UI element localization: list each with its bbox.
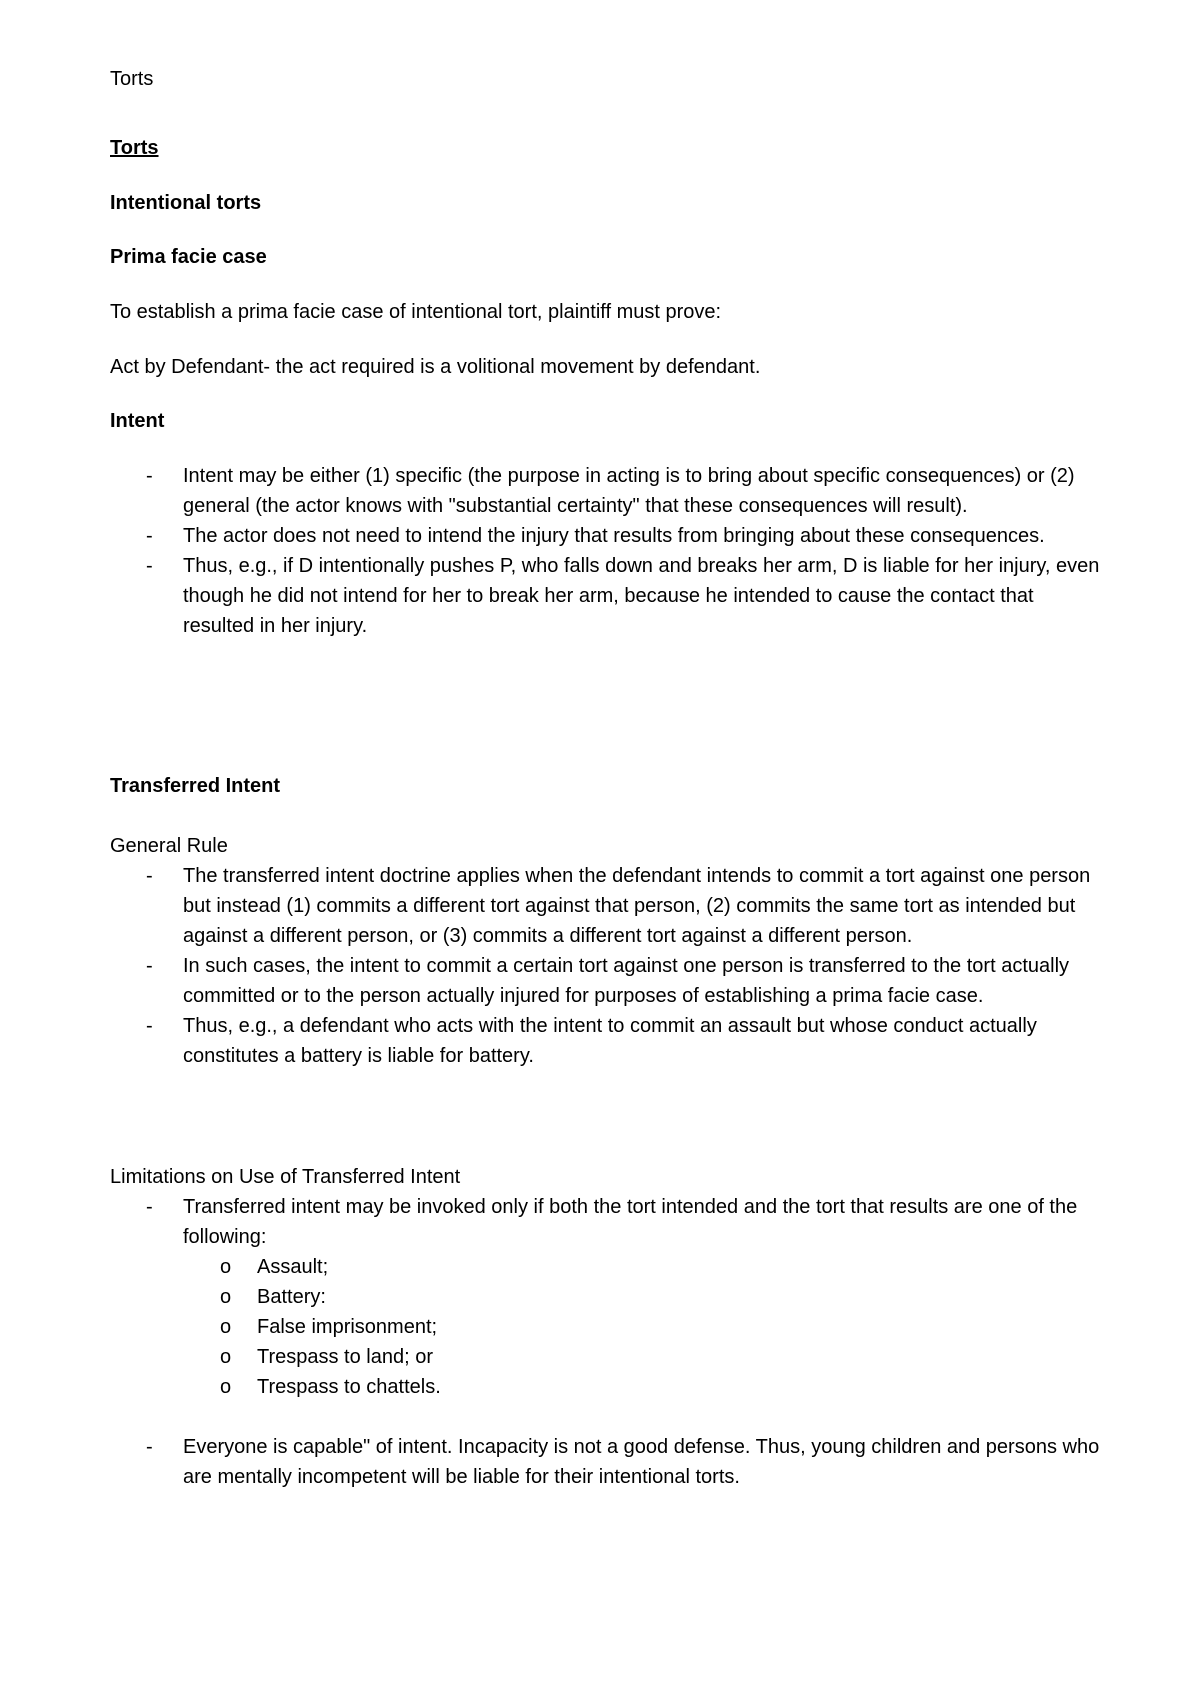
list-item (110, 951, 1110, 1011)
list-item (110, 551, 1110, 641)
document-header-title: Torts (110, 68, 154, 90)
capacity-bullet-list (110, 1432, 1110, 1492)
bullet-text: Transferred intent may be invoked only if both the tort intended and the tort that results are one of the following: (183, 1196, 1078, 1248)
list-item (110, 1011, 1110, 1071)
list-item (110, 1252, 1110, 1282)
list-item (110, 1372, 1110, 1402)
dash-bullet: - (146, 1436, 153, 1458)
list-item (110, 521, 1110, 551)
circle-bullet: o (220, 1286, 232, 1308)
intent-bullet-list (110, 461, 1110, 641)
bullet-text: Thus, e.g., a defendant who acts with the intent to commit an assault but whose conduct actually constitutes a battery is liable for battery. (183, 1015, 1037, 1067)
circle-bullet: o (220, 1376, 232, 1398)
page-title: Torts (110, 137, 159, 159)
list-item (110, 1282, 1110, 1312)
list-item (110, 1312, 1110, 1342)
list-item (110, 861, 1110, 951)
dash-bullet: - (146, 555, 153, 577)
limitations-label: Limitations on Use of Transferred Intent (110, 1166, 461, 1188)
general-rule-bullet-list (110, 861, 1110, 1071)
list-item (110, 1342, 1110, 1372)
bullet-text: The actor does not need to intend the injury that results from bringing about these consequences. (183, 525, 1045, 547)
bullet-text: In such cases, the intent to commit a certain tort against one person is transferred to the tort actually committed or to the person actually injured for purposes of establishing a prima facie case. (183, 955, 1070, 1007)
transferred-intent-heading: Transferred Intent (110, 775, 281, 797)
dash-bullet: - (146, 955, 153, 977)
dash-bullet: - (146, 1196, 153, 1218)
bullet-text: Thus, e.g., if D intentionally pushes P, who falls down and breaks her arm, D is liable for her injury, even though he did not intend for her to break her arm, because he intended to cause the contact that resulted in her injury. (183, 555, 1100, 637)
sub-item-text: Assault; (257, 1256, 329, 1278)
intentional-torts-heading: Intentional torts (110, 192, 262, 214)
intent-heading: Intent (110, 410, 165, 432)
list-item (110, 461, 1110, 521)
act-by-defendant-paragraph: Act by Defendant- the act required is a volitional movement by defendant. (110, 356, 761, 378)
dash-bullet: - (146, 525, 153, 547)
sub-item-text: Trespass to land; or (257, 1346, 434, 1368)
list-item (110, 1432, 1110, 1492)
circle-bullet: o (220, 1256, 232, 1278)
bullet-text: The transferred intent doctrine applies when the defendant intends to commit a tort against one person but instead (1) commits a different tort against that person, (2) commits the same tort as intended but against a different person, or (3) commits a different tort against a different person. (183, 865, 1091, 947)
sub-item-text: False imprisonment; (257, 1316, 438, 1338)
bullet-text: Intent may be either (1) specific (the purpose in acting is to bring about specific consequences) or (2) general (the actor knows with "substantial certainty" that these consequences will result). (183, 465, 1075, 517)
prima-facie-heading: Prima facie case (110, 246, 267, 268)
list-item (110, 1192, 1110, 1252)
establish-paragraph: To establish a prima facie case of intentional tort, plaintiff must prove: (110, 301, 722, 323)
circle-bullet: o (220, 1316, 232, 1338)
tort-types-sublist (110, 1252, 1110, 1402)
sub-item-text: Trespass to chattels. (257, 1376, 441, 1398)
limitations-bullet-list (110, 1192, 1110, 1252)
circle-bullet: o (220, 1346, 232, 1368)
dash-bullet: - (146, 1015, 153, 1037)
bullet-text: Everyone is capable" of intent. Incapacity is not a good defense. Thus, young children and persons who are mentally incompetent will be liable for their intentional torts. (183, 1436, 1100, 1488)
dash-bullet: - (146, 465, 153, 487)
dash-bullet: - (146, 865, 153, 887)
sub-item-text: Battery: (257, 1286, 326, 1308)
general-rule-label: General Rule (110, 835, 228, 857)
